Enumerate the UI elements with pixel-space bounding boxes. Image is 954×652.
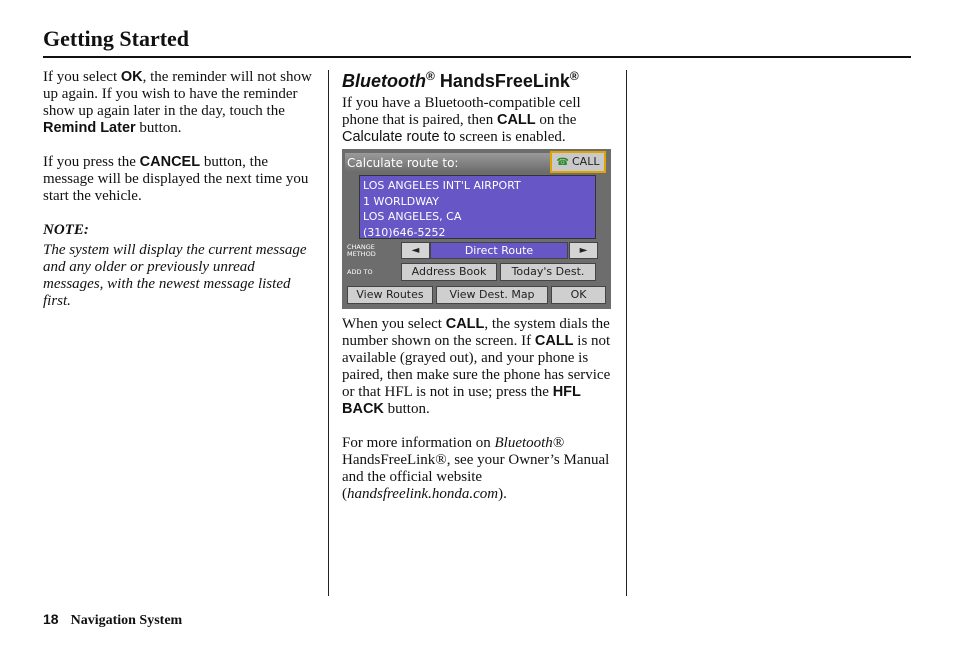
call-button[interactable]: ☎ CALL xyxy=(550,151,606,173)
address-line: 1 WORLDWAY xyxy=(363,194,439,208)
page-number: 18 xyxy=(43,611,59,627)
footer-label: Navigation System xyxy=(70,613,183,628)
column-divider-right xyxy=(626,70,627,596)
note-label: NOTE: xyxy=(43,222,89,238)
address-book-button[interactable]: Address Book xyxy=(401,263,497,281)
route-method-display: Direct Route xyxy=(430,242,568,259)
view-dest-map-button[interactable]: View Dest. Map xyxy=(436,286,548,304)
address-line: (310)646-5252 xyxy=(363,225,446,239)
paragraph-bluetooth: If you have a Bluetooth-compatible cell phone that is paired, then CALL on the Calculate route to screen is enabled. xyxy=(342,95,581,145)
address-line: LOS ANGELES, CA xyxy=(363,210,462,223)
phone-icon: ☎ xyxy=(556,157,569,168)
right-column-lower xyxy=(342,316,614,503)
left-column xyxy=(43,69,318,310)
route-next-button[interactable]: ► xyxy=(569,242,598,259)
change-method-label: CHANGE METHOD xyxy=(347,243,376,258)
paragraph-call: When you select CALL, the system dials the number shown on the screen. If CALL is not available (grayed out), and your phone is paired, then make sure the phone has service or that HFL is not in use; press the HFL BACK button. xyxy=(342,316,611,417)
address-line: LOS ANGELES INT'L AIRPORT xyxy=(363,179,521,192)
screen-title: Calculate route to: xyxy=(345,153,551,173)
view-routes-button[interactable]: View Routes xyxy=(347,286,433,304)
address-box xyxy=(359,175,596,239)
column-divider-left xyxy=(328,70,329,596)
paragraph-cancel: If you press the CANCEL button, the message will be displayed the next time you start the vehicle. xyxy=(43,154,309,204)
section-heading: Bluetooth® HandsFreeLink® xyxy=(342,69,579,91)
ok-button[interactable]: OK xyxy=(551,286,606,304)
paragraph-reminder: If you select OK, the reminder will not show up again. If you wish to have the reminder show up again later in the day, touch the Remind Later button. xyxy=(43,69,312,136)
route-prev-button[interactable]: ◄ xyxy=(401,242,430,259)
right-column xyxy=(342,66,614,146)
note-body: The system will display the current message and any older or previously unread messages, with the newest message listed first. xyxy=(43,242,307,309)
page-title: Getting Started xyxy=(43,26,190,51)
todays-dest-button[interactable]: Today's Dest. xyxy=(500,263,596,281)
paragraph-more-info: For more information on Bluetooth® HandsFreeLink®, see your Owner’s Manual and the official website (handsfreelink.honda.com). xyxy=(342,435,610,502)
navigation-screen xyxy=(342,149,611,309)
add-to-label: ADD TO xyxy=(347,268,373,276)
header-rule xyxy=(43,56,911,58)
footer xyxy=(43,611,182,629)
